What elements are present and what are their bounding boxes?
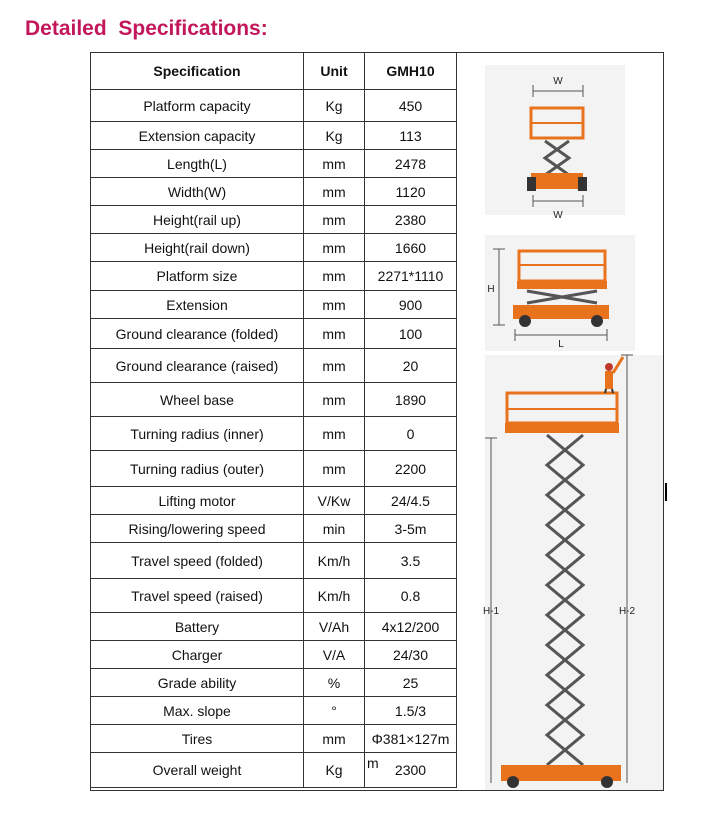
unit-cell: mm bbox=[304, 262, 365, 291]
dim-label-w-top: W bbox=[553, 76, 563, 87]
raised-elevation-drawing bbox=[482, 355, 663, 790]
unit-cell: Kg bbox=[304, 90, 365, 122]
value-cell: 24/30 bbox=[365, 641, 457, 669]
header-unit: Unit bbox=[304, 53, 365, 90]
value-text: 2300 bbox=[394, 762, 427, 778]
dim-label-w-bottom: W bbox=[553, 210, 563, 221]
unit-cell: mm bbox=[304, 291, 365, 319]
value-cell: 4x12/200 bbox=[365, 613, 457, 641]
spec-name-cell: Travel speed (raised) bbox=[91, 579, 304, 613]
unit-cell: Km/h bbox=[304, 579, 365, 613]
value-cell: 1660 bbox=[365, 234, 457, 262]
unit-cell: mm bbox=[304, 150, 365, 178]
table-row bbox=[91, 319, 457, 349]
spec-name-cell: Overall weight bbox=[91, 753, 304, 788]
table-row bbox=[91, 641, 457, 669]
spec-name-cell: Extension capacity bbox=[91, 122, 304, 150]
spec-name-cell: Grade ability bbox=[91, 669, 304, 697]
table-row bbox=[91, 451, 457, 487]
spec-table bbox=[90, 52, 457, 788]
unit-cell: mm bbox=[304, 383, 365, 417]
value-cell: 3-5m bbox=[365, 515, 457, 543]
value-cell: 900 bbox=[365, 291, 457, 319]
value-cell: 0.8 bbox=[365, 579, 457, 613]
unit-cell: V/A bbox=[304, 641, 365, 669]
value-cell: 113 bbox=[365, 122, 457, 150]
header-model: GMH10 bbox=[365, 53, 457, 90]
spec-name-cell: Travel speed (folded) bbox=[91, 543, 304, 579]
header-specification: Specification bbox=[91, 53, 304, 90]
spec-name-cell: Platform size bbox=[91, 262, 304, 291]
unit-cell: mm bbox=[304, 319, 365, 349]
table-row bbox=[91, 90, 457, 122]
unit-cell: mm bbox=[304, 206, 365, 234]
spec-name-cell: Platform capacity bbox=[91, 90, 304, 122]
value-cell: 1120 bbox=[365, 178, 457, 206]
value-cell bbox=[365, 753, 457, 788]
value-cell: 2200 bbox=[365, 451, 457, 487]
spec-name-cell: Width(W) bbox=[91, 178, 304, 206]
unit-cell: Km/h bbox=[304, 543, 365, 579]
unit-cell: mm bbox=[304, 178, 365, 206]
edge-mark bbox=[665, 483, 667, 501]
value-cell: 25 bbox=[365, 669, 457, 697]
table-row bbox=[91, 291, 457, 319]
unit-cell: mm bbox=[304, 234, 365, 262]
side-view-drawing bbox=[485, 235, 635, 351]
spec-name-cell: Lifting motor bbox=[91, 487, 304, 515]
table-row bbox=[91, 487, 457, 515]
value-cell: 24/4.5 bbox=[365, 487, 457, 515]
table-row bbox=[91, 543, 457, 579]
front-view-drawing bbox=[485, 65, 625, 215]
spec-name-cell: Ground clearance (raised) bbox=[91, 349, 304, 383]
spec-name-cell: Extension bbox=[91, 291, 304, 319]
unit-cell: mm bbox=[304, 725, 365, 753]
spec-name-cell: Battery bbox=[91, 613, 304, 641]
table-row bbox=[91, 753, 457, 788]
spec-name-cell: Rising/lowering speed bbox=[91, 515, 304, 543]
table-row bbox=[91, 262, 457, 291]
table-row bbox=[91, 613, 457, 641]
unit-cell: Kg bbox=[304, 122, 365, 150]
table-row bbox=[91, 234, 457, 262]
value-cell: 20 bbox=[365, 349, 457, 383]
value-cell: Φ381×127m bbox=[365, 725, 457, 753]
unit-cell: % bbox=[304, 669, 365, 697]
table-row bbox=[91, 417, 457, 451]
dim-label-l: L bbox=[558, 339, 564, 350]
spec-name-cell: Length(L) bbox=[91, 150, 304, 178]
spec-name-cell: Height(rail up) bbox=[91, 206, 304, 234]
table-row bbox=[91, 206, 457, 234]
spec-name-cell: Turning radius (outer) bbox=[91, 451, 304, 487]
table-row bbox=[91, 178, 457, 206]
table-row bbox=[91, 150, 457, 178]
table-row bbox=[91, 669, 457, 697]
unit-cell: V/Kw bbox=[304, 487, 365, 515]
table-row bbox=[91, 122, 457, 150]
table-row bbox=[91, 349, 457, 383]
value-cell: 1890 bbox=[365, 383, 457, 417]
value-cell: 2271*1110 bbox=[365, 262, 457, 291]
table-row bbox=[91, 383, 457, 417]
dim-label-h1: H-1 bbox=[482, 606, 500, 617]
value-prefix: m bbox=[367, 755, 379, 771]
table-row bbox=[91, 515, 457, 543]
dim-label-h2: H-2 bbox=[618, 606, 636, 617]
dim-label-h: H bbox=[487, 284, 495, 295]
spec-name-cell: Turning radius (inner) bbox=[91, 417, 304, 451]
unit-cell: min bbox=[304, 515, 365, 543]
value-cell: 0 bbox=[365, 417, 457, 451]
spec-name-cell: Max. slope bbox=[91, 697, 304, 725]
table-row bbox=[91, 579, 457, 613]
spec-name-cell: Height(rail down) bbox=[91, 234, 304, 262]
value-cell: 3.5 bbox=[365, 543, 457, 579]
table-row bbox=[91, 725, 457, 753]
table-row bbox=[91, 697, 457, 725]
unit-cell: mm bbox=[304, 349, 365, 383]
unit-cell: mm bbox=[304, 417, 365, 451]
spec-name-cell: Wheel base bbox=[91, 383, 304, 417]
unit-cell: Kg bbox=[304, 753, 365, 788]
scissor-lift-diagram bbox=[457, 53, 663, 790]
value-cell: 2380 bbox=[365, 206, 457, 234]
page-heading: Detailed Specifications: bbox=[25, 17, 268, 40]
value-cell: 450 bbox=[365, 90, 457, 122]
unit-cell: mm bbox=[304, 451, 365, 487]
value-cell: 2478 bbox=[365, 150, 457, 178]
spec-name-cell: Tires bbox=[91, 725, 304, 753]
spec-name-cell: Charger bbox=[91, 641, 304, 669]
value-cell: 100 bbox=[365, 319, 457, 349]
spec-name-cell: Ground clearance (folded) bbox=[91, 319, 304, 349]
table-header-row bbox=[91, 53, 457, 90]
unit-cell: V/Ah bbox=[304, 613, 365, 641]
unit-cell: ° bbox=[304, 697, 365, 725]
value-cell: 1.5/3 bbox=[365, 697, 457, 725]
